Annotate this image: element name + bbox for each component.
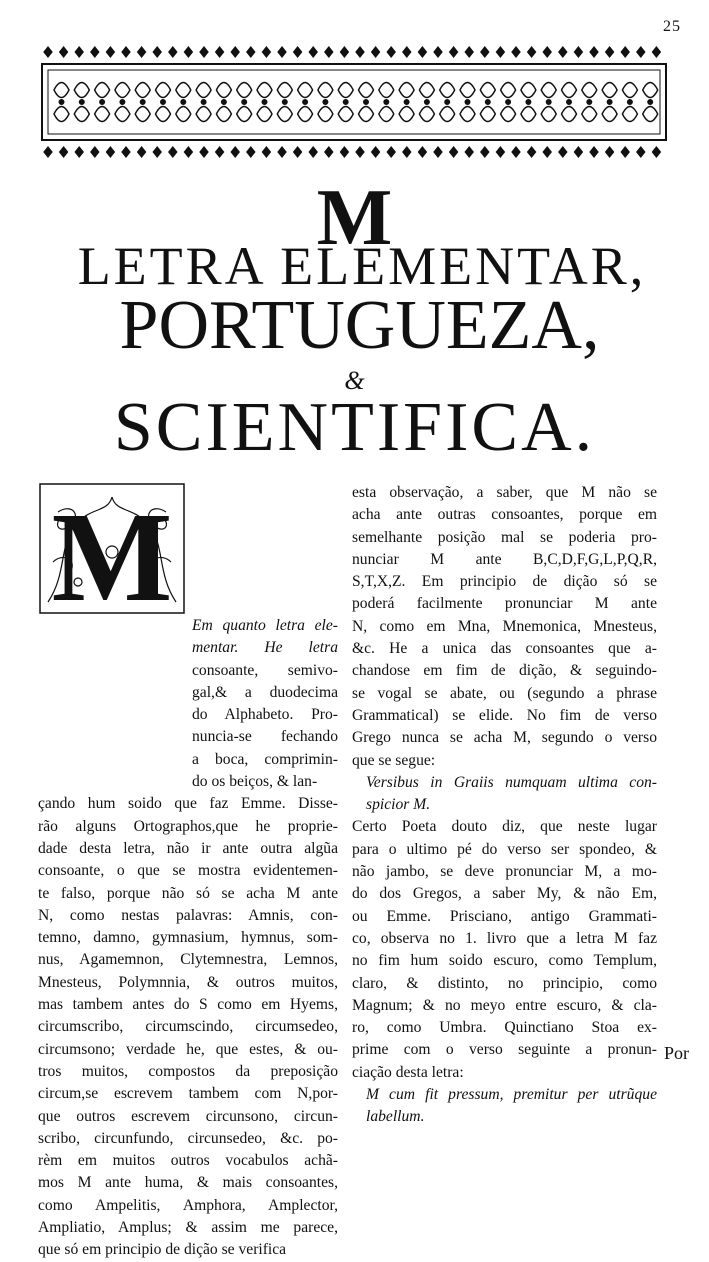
text-line: se vogal se abate, ou (segundo a phrase (352, 684, 657, 702)
text-line: para o ultimo pé do verso ser spondeo, & (352, 840, 657, 858)
catchword: Por (663, 1043, 689, 1063)
right-body-text-b (352, 816, 657, 1084)
text-line: semelhante posição mal se poderia pro- (352, 528, 657, 546)
text-line: çando hum soido que faz Emme. Disse- (38, 795, 338, 813)
text-line: ou Emme. Prisciano, antigo Grammati- (352, 907, 657, 925)
text-line: nuncia-se fechando (192, 728, 338, 746)
text-line: Magnum; & no meyo entre escuro, & cla- (352, 996, 657, 1014)
text-line: chandose em fim de dição, & seguindo- (352, 662, 657, 680)
text-line: a boca, comprimin- (192, 750, 338, 768)
text-line: te falso, porque não só se acha M ante (38, 884, 338, 902)
heading-line-2: PORTUGUEZA, (119, 287, 600, 364)
text-line: mas tambem antes do S como em Hyems, (38, 996, 338, 1014)
text-line: claro, & distinto, no principio, como (352, 974, 657, 992)
text-line: circumsono; verdade he, que estes, & ou- (38, 1040, 338, 1058)
left-body-text (38, 793, 338, 1261)
heading-ampersand: & (344, 366, 365, 395)
heading-letter: M (316, 174, 393, 262)
text-line: mentar. He letra (192, 639, 338, 657)
verse-quote-1 (352, 772, 657, 817)
text-line: N, como em Mna, Mnemonica, Mnesteus, (352, 617, 657, 635)
text-line: do dos Gregos, a saber My, & não Em, (352, 885, 657, 903)
text-line: temno, damno, gymnasium, hymnus, som- (38, 929, 338, 947)
ornamental-header-band (38, 42, 670, 162)
text-line: dade desta letra, não ir ante outra algũa (38, 839, 338, 857)
text-line: N, como nestas palavras: Amnis, con- (38, 906, 338, 924)
right-column (352, 482, 657, 1129)
decorated-initial-m (38, 482, 186, 615)
text-line: prime com o verso seguinte a pronun- (352, 1041, 657, 1059)
text-line: co, observa no 1. livro que a letra M faz (352, 929, 657, 947)
text-line: não jambo, se deve pronunciar M, a mo- (352, 863, 657, 881)
text-line: que outros escrevem circunsono, circun- (38, 1107, 338, 1125)
text-line: Em quanto letra ele- (192, 617, 338, 634)
text-line: circumscribo, circumscindo, circumsedeo, (38, 1018, 338, 1036)
text-line: mos M ante huma, & mais consoantes, (38, 1174, 338, 1192)
text-line: que só em principio de dição se verifica (38, 1241, 287, 1259)
heading-line-3: SCIENTIFICA. (113, 389, 596, 466)
right-body-text-a (352, 482, 657, 772)
text-line: &c. He a unica das consoantes que a- (352, 640, 657, 658)
text-line: rão alguns Ortographos,que he proprie- (38, 817, 338, 835)
dropcap-letter: M (51, 486, 173, 615)
text-line: acha ante outras consoantes, porque em (352, 506, 657, 524)
text-line: nus, Agamemnon, Clytemnestra, Lemnos, (38, 951, 338, 969)
verse-quote-2 (352, 1084, 657, 1129)
text-line: M cum fit pressum, premitur per utrũque (366, 1086, 657, 1104)
text-line: gal,& a duodecima (192, 683, 338, 701)
heading-line-1: LETRA ELEMENTAR, (77, 236, 647, 296)
text-line: Certo Poeta douto diz, que neste lugar (352, 818, 657, 836)
text-line: esta observação, a saber, que M não se (352, 484, 657, 501)
text-line: Mnesteus, Polymnnia, & outros muitos, (38, 973, 338, 991)
text-line: do Alphabeto. Pro- (192, 706, 338, 724)
text-line: Ampliatio, Amplus; & assim me parece, (38, 1219, 338, 1237)
text-line: como Ampelitis, Amphora, Amplector, (38, 1196, 338, 1214)
text-line: Grammatical) se elide. No fim de verso (352, 706, 657, 724)
text-line: consoante, semivo- (192, 661, 338, 679)
text-line: do os beiços, & lan- (192, 773, 318, 791)
text-line: scribo, circunfundo, circunsedeo, &c. po- (38, 1129, 338, 1147)
text-line: poderá facilmente pronunciar M ante (352, 595, 657, 613)
text-line: nunciar M ante B,C,D,F,G,L,P,Q,R, (352, 550, 657, 568)
text-line: tros muitos, compostos da preposição (38, 1062, 338, 1080)
text-line: labellum. (366, 1108, 425, 1126)
text-line: ro, como Umbra. Quinctiano Stoa ex- (352, 1019, 657, 1037)
text-line: circum,se escrevem tambem com N,por- (38, 1085, 338, 1103)
text-line: no fim hum soido escuro, como Templum, (352, 952, 657, 970)
text-line: S,T,X,Z. Em principio de dição só se (352, 573, 657, 591)
text-line: spicior M. (366, 796, 431, 814)
text-line: que se segue: (352, 751, 436, 769)
text-line: rèm em muitos outros vocabulos achã- (38, 1152, 338, 1170)
text-line: Versibus in Graiis numquam ultima con- (366, 773, 657, 791)
text-line: Grego nunca se acha M, segundo o verso (352, 729, 657, 747)
page-number: 25 (663, 18, 681, 35)
left-column (38, 482, 338, 1262)
text-line: ciação desta letra: (352, 1063, 464, 1081)
text-line: consoante, o que se mostra evidentemen- (38, 862, 338, 880)
